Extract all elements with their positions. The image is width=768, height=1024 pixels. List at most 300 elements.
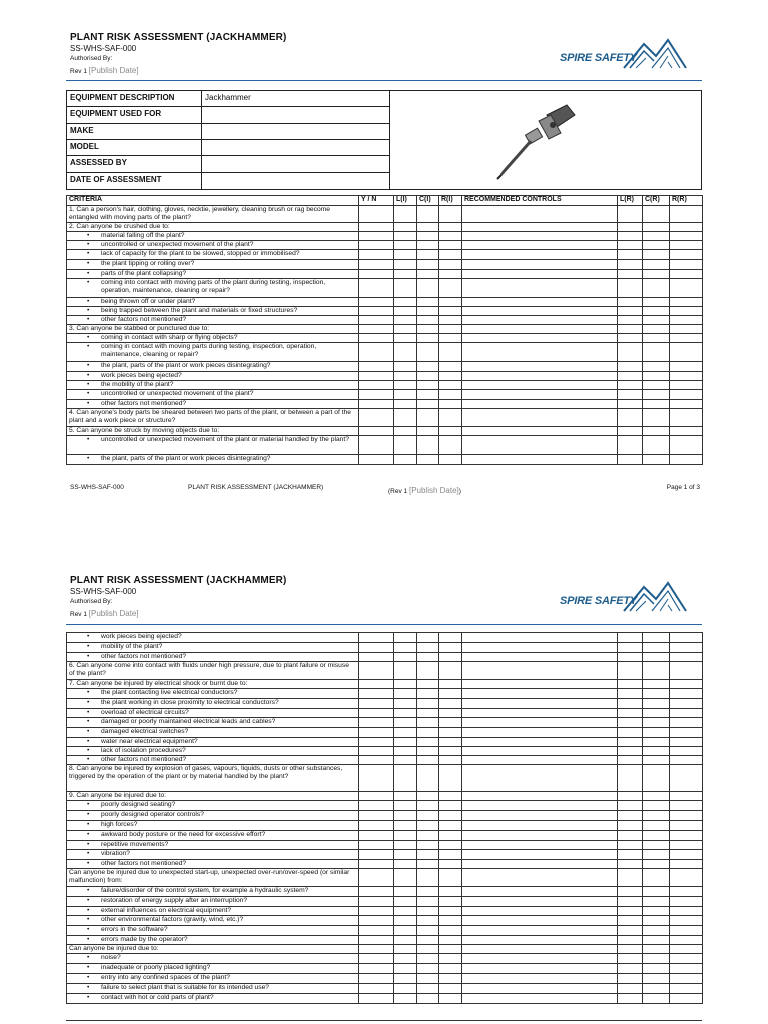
entry-cell[interactable] (417, 223, 439, 232)
entry-cell[interactable] (618, 984, 643, 994)
entry-cell[interactable] (417, 821, 439, 831)
entry-cell[interactable] (439, 372, 462, 381)
entry-cell[interactable] (643, 436, 670, 455)
entry-cell[interactable] (643, 223, 670, 232)
entry-cell[interactable] (462, 936, 618, 945)
entry-cell[interactable] (439, 390, 462, 400)
entry-cell[interactable] (670, 954, 703, 964)
entry-cell[interactable] (439, 436, 462, 455)
entry-cell[interactable] (618, 316, 643, 325)
entry-cell[interactable] (417, 334, 439, 343)
entry-cell[interactable] (417, 241, 439, 250)
entry-cell[interactable] (643, 756, 670, 765)
entry-cell[interactable] (643, 792, 670, 801)
entry-cell[interactable] (439, 728, 462, 738)
entry-cell[interactable] (670, 653, 703, 662)
entry-cell[interactable] (618, 455, 643, 465)
entry-cell[interactable] (670, 821, 703, 831)
entry-cell[interactable] (670, 860, 703, 869)
entry-cell[interactable] (618, 633, 643, 643)
entry-cell[interactable] (670, 850, 703, 860)
entry-cell[interactable] (394, 954, 417, 964)
entry-cell[interactable] (618, 427, 643, 436)
entry-cell[interactable] (618, 680, 643, 689)
entry-cell[interactable] (670, 316, 703, 325)
entry-cell[interactable] (618, 916, 643, 926)
entry-cell[interactable] (618, 409, 643, 427)
entry-cell[interactable] (417, 633, 439, 643)
entry-cell[interactable] (359, 926, 394, 936)
entry-cell[interactable] (670, 907, 703, 916)
entry-cell[interactable] (417, 792, 439, 801)
entry-cell[interactable] (394, 907, 417, 916)
entry-cell[interactable] (618, 372, 643, 381)
entry-cell[interactable] (670, 869, 703, 887)
entry-cell[interactable] (417, 954, 439, 964)
entry-cell[interactable] (359, 897, 394, 907)
entry-cell[interactable] (394, 633, 417, 643)
entry-cell[interactable] (643, 821, 670, 831)
entry-cell[interactable] (462, 964, 618, 974)
entry-cell[interactable] (462, 869, 618, 887)
entry-cell[interactable] (670, 916, 703, 926)
entry-cell[interactable] (643, 831, 670, 841)
entry-cell[interactable] (618, 709, 643, 718)
entry-cell[interactable] (417, 680, 439, 689)
entry-cell[interactable] (417, 936, 439, 945)
entry-cell[interactable] (417, 756, 439, 765)
entry-cell[interactable] (643, 916, 670, 926)
entry-cell[interactable] (359, 400, 394, 409)
entry-cell[interactable] (359, 792, 394, 801)
entry-cell[interactable] (618, 270, 643, 279)
entry-cell[interactable] (439, 811, 462, 821)
entry-cell[interactable] (462, 662, 618, 680)
entry-cell[interactable] (670, 409, 703, 427)
entry-cell[interactable] (462, 232, 618, 241)
entry-cell[interactable] (439, 747, 462, 756)
entry-cell[interactable] (439, 841, 462, 850)
entry-cell[interactable] (643, 954, 670, 964)
entry-cell[interactable] (394, 662, 417, 680)
entry-cell[interactable] (670, 811, 703, 821)
entry-cell[interactable] (670, 926, 703, 936)
entry-cell[interactable] (643, 316, 670, 325)
entry-cell[interactable] (417, 390, 439, 400)
entry-cell[interactable] (643, 298, 670, 307)
entry-cell[interactable] (643, 307, 670, 316)
entry-cell[interactable] (417, 362, 439, 372)
entry-cell[interactable] (618, 325, 643, 334)
entry-cell[interactable] (670, 747, 703, 756)
entry-cell[interactable] (439, 954, 462, 964)
entry-cell[interactable] (643, 409, 670, 427)
entry-cell[interactable] (462, 362, 618, 372)
entry-cell[interactable] (417, 850, 439, 860)
entry-cell[interactable] (417, 279, 439, 298)
entry-cell[interactable] (643, 334, 670, 343)
entry-cell[interactable] (462, 307, 618, 316)
entry-cell[interactable] (643, 455, 670, 465)
entry-cell[interactable] (670, 362, 703, 372)
entry-cell[interactable] (359, 390, 394, 400)
entry-cell[interactable] (394, 916, 417, 926)
entry-cell[interactable] (394, 390, 417, 400)
entry-cell[interactable] (462, 954, 618, 964)
entry-cell[interactable] (359, 718, 394, 728)
entry-cell[interactable] (618, 232, 643, 241)
entry-cell[interactable] (462, 747, 618, 756)
entry-cell[interactable] (439, 709, 462, 718)
entry-cell[interactable] (670, 728, 703, 738)
entry-cell[interactable] (643, 643, 670, 653)
entry-cell[interactable] (462, 765, 618, 792)
entry-cell[interactable] (359, 709, 394, 718)
entry-cell[interactable] (417, 409, 439, 427)
entry-cell[interactable] (462, 427, 618, 436)
entry-cell[interactable] (618, 811, 643, 821)
entry-cell[interactable] (359, 738, 394, 747)
entry-cell[interactable] (394, 699, 417, 709)
entry-cell[interactable] (462, 206, 618, 223)
entry-cell[interactable] (439, 316, 462, 325)
entry-cell[interactable] (618, 643, 643, 653)
entry-cell[interactable] (439, 298, 462, 307)
entry-cell[interactable] (359, 279, 394, 298)
entry-cell[interactable] (462, 334, 618, 343)
entry-cell[interactable] (462, 643, 618, 653)
entry-cell[interactable] (417, 728, 439, 738)
entry-cell[interactable] (462, 250, 618, 260)
entry-cell[interactable] (462, 738, 618, 747)
entry-cell[interactable] (394, 869, 417, 887)
entry-cell[interactable] (670, 270, 703, 279)
entry-cell[interactable] (394, 887, 417, 897)
entry-cell[interactable] (359, 984, 394, 994)
entry-cell[interactable] (618, 260, 643, 270)
entry-cell[interactable] (417, 206, 439, 223)
entry-cell[interactable] (462, 316, 618, 325)
entry-cell[interactable] (439, 964, 462, 974)
entry-cell[interactable] (462, 223, 618, 232)
entry-cell[interactable] (394, 747, 417, 756)
entry-cell[interactable] (394, 850, 417, 860)
entry-cell[interactable] (439, 680, 462, 689)
entry-cell[interactable] (439, 926, 462, 936)
entry-cell[interactable] (670, 699, 703, 709)
entry-cell[interactable] (618, 974, 643, 984)
entry-cell[interactable] (417, 709, 439, 718)
entry-cell[interactable] (359, 728, 394, 738)
entry-cell[interactable] (670, 307, 703, 316)
entry-cell[interactable] (394, 926, 417, 936)
entry-cell[interactable] (618, 728, 643, 738)
entry-cell[interactable] (462, 260, 618, 270)
entry-cell[interactable] (643, 232, 670, 241)
entry-cell[interactable] (394, 325, 417, 334)
entry-cell[interactable] (618, 718, 643, 728)
entry-cell[interactable] (462, 841, 618, 850)
entry-cell[interactable] (439, 343, 462, 362)
entry-cell[interactable] (670, 381, 703, 390)
entry-cell[interactable] (439, 718, 462, 728)
entry-cell[interactable] (417, 260, 439, 270)
entry-cell[interactable] (359, 916, 394, 926)
entry-cell[interactable] (359, 223, 394, 232)
entry-cell[interactable] (394, 984, 417, 994)
entry-cell[interactable] (670, 897, 703, 907)
entry-cell[interactable] (417, 984, 439, 994)
entry-cell[interactable] (643, 653, 670, 662)
entry-cell[interactable] (643, 279, 670, 298)
entry-cell[interactable] (417, 860, 439, 869)
entry-cell[interactable] (394, 260, 417, 270)
entry-cell[interactable] (643, 907, 670, 916)
entry-cell[interactable] (462, 409, 618, 427)
entry-cell[interactable] (417, 653, 439, 662)
entry-cell[interactable] (618, 821, 643, 831)
entry-cell[interactable] (618, 206, 643, 223)
entry-cell[interactable] (359, 260, 394, 270)
entry-cell[interactable] (462, 907, 618, 916)
entry-cell[interactable] (643, 241, 670, 250)
entry-cell[interactable] (394, 436, 417, 455)
entry-cell[interactable] (417, 372, 439, 381)
entry-cell[interactable] (417, 897, 439, 907)
entry-cell[interactable] (670, 400, 703, 409)
entry-cell[interactable] (643, 260, 670, 270)
entry-cell[interactable] (462, 699, 618, 709)
entry-cell[interactable] (643, 811, 670, 821)
entry-cell[interactable] (417, 436, 439, 455)
entry-cell[interactable] (643, 689, 670, 699)
entry-cell[interactable] (417, 643, 439, 653)
entry-cell[interactable] (439, 662, 462, 680)
entry-cell[interactable] (439, 241, 462, 250)
entry-cell[interactable] (670, 279, 703, 298)
entry-cell[interactable] (618, 765, 643, 792)
entry-cell[interactable] (462, 381, 618, 390)
entry-cell[interactable] (359, 643, 394, 653)
entry-cell[interactable] (394, 298, 417, 307)
entry-cell[interactable] (643, 801, 670, 811)
entry-cell[interactable] (462, 270, 618, 279)
entry-cell[interactable] (394, 232, 417, 241)
entry-cell[interactable] (670, 974, 703, 984)
entry-cell[interactable] (417, 343, 439, 362)
entry-cell[interactable] (394, 223, 417, 232)
entry-cell[interactable] (462, 455, 618, 465)
entry-cell[interactable] (417, 907, 439, 916)
entry-cell[interactable] (417, 916, 439, 926)
entry-cell[interactable] (394, 409, 417, 427)
entry-cell[interactable] (394, 756, 417, 765)
entry-cell[interactable] (462, 850, 618, 860)
entry-cell[interactable] (462, 821, 618, 831)
entry-cell[interactable] (394, 821, 417, 831)
entry-cell[interactable] (417, 831, 439, 841)
entry-cell[interactable] (462, 945, 618, 954)
entry-cell[interactable] (439, 455, 462, 465)
entry-cell[interactable] (417, 718, 439, 728)
entry-cell[interactable] (417, 974, 439, 984)
entry-cell[interactable] (359, 936, 394, 945)
entry-cell[interactable] (394, 974, 417, 984)
entry-cell[interactable] (618, 936, 643, 945)
entry-cell[interactable] (439, 936, 462, 945)
entry-cell[interactable] (417, 945, 439, 954)
entry-cell[interactable] (417, 926, 439, 936)
entry-cell[interactable] (462, 400, 618, 409)
entry-cell[interactable] (359, 298, 394, 307)
entry-cell[interactable] (439, 869, 462, 887)
entry-cell[interactable] (618, 279, 643, 298)
entry-cell[interactable] (394, 307, 417, 316)
entry-cell[interactable] (670, 831, 703, 841)
entry-cell[interactable] (670, 206, 703, 223)
entry-cell[interactable] (417, 887, 439, 897)
entry-cell[interactable] (618, 381, 643, 390)
entry-cell[interactable] (643, 325, 670, 334)
entry-cell[interactable] (670, 689, 703, 699)
entry-cell[interactable] (394, 206, 417, 223)
entry-cell[interactable] (359, 270, 394, 279)
entry-cell[interactable] (417, 811, 439, 821)
entry-cell[interactable] (462, 680, 618, 689)
entry-cell[interactable] (670, 801, 703, 811)
entry-cell[interactable] (670, 298, 703, 307)
entry-cell[interactable] (359, 250, 394, 260)
entry-cell[interactable] (643, 390, 670, 400)
entry-cell[interactable] (618, 653, 643, 662)
entry-cell[interactable] (643, 974, 670, 984)
entry-cell[interactable] (618, 994, 643, 1004)
entry-cell[interactable] (643, 765, 670, 792)
entry-cell[interactable] (643, 926, 670, 936)
entry-cell[interactable] (618, 390, 643, 400)
entry-cell[interactable] (643, 699, 670, 709)
entry-cell[interactable] (359, 436, 394, 455)
entry-cell[interactable] (439, 860, 462, 869)
entry-cell[interactable] (618, 907, 643, 916)
entry-cell[interactable] (394, 728, 417, 738)
entry-cell[interactable] (394, 792, 417, 801)
entry-cell[interactable] (439, 307, 462, 316)
entry-cell[interactable] (643, 945, 670, 954)
entry-cell[interactable] (359, 689, 394, 699)
entry-cell[interactable] (359, 699, 394, 709)
entry-cell[interactable] (670, 232, 703, 241)
entry-cell[interactable] (618, 831, 643, 841)
entry-cell[interactable] (670, 765, 703, 792)
entry-cell[interactable] (359, 869, 394, 887)
info-value-field[interactable]: Jackhammer (205, 93, 251, 102)
entry-cell[interactable] (643, 633, 670, 643)
entry-cell[interactable] (359, 811, 394, 821)
entry-cell[interactable] (359, 241, 394, 250)
entry-cell[interactable] (439, 381, 462, 390)
entry-cell[interactable] (618, 699, 643, 709)
entry-cell[interactable] (670, 936, 703, 945)
entry-cell[interactable] (618, 307, 643, 316)
entry-cell[interactable] (439, 945, 462, 954)
entry-cell[interactable] (618, 869, 643, 887)
entry-cell[interactable] (643, 887, 670, 897)
entry-cell[interactable] (670, 390, 703, 400)
entry-cell[interactable] (670, 260, 703, 270)
entry-cell[interactable] (643, 738, 670, 747)
entry-cell[interactable] (618, 747, 643, 756)
entry-cell[interactable] (670, 643, 703, 653)
entry-cell[interactable] (643, 984, 670, 994)
entry-cell[interactable] (417, 298, 439, 307)
entry-cell[interactable] (359, 334, 394, 343)
entry-cell[interactable] (417, 400, 439, 409)
entry-cell[interactable] (618, 887, 643, 897)
entry-cell[interactable] (394, 343, 417, 362)
entry-cell[interactable] (670, 223, 703, 232)
entry-cell[interactable] (359, 362, 394, 372)
entry-cell[interactable] (618, 756, 643, 765)
entry-cell[interactable] (394, 738, 417, 747)
entry-cell[interactable] (359, 801, 394, 811)
entry-cell[interactable] (643, 728, 670, 738)
entry-cell[interactable] (359, 653, 394, 662)
entry-cell[interactable] (394, 709, 417, 718)
entry-cell[interactable] (359, 887, 394, 897)
entry-cell[interactable] (439, 850, 462, 860)
entry-cell[interactable] (670, 241, 703, 250)
entry-cell[interactable] (394, 653, 417, 662)
entry-cell[interactable] (618, 860, 643, 869)
entry-cell[interactable] (462, 689, 618, 699)
entry-cell[interactable] (643, 250, 670, 260)
entry-cell[interactable] (439, 916, 462, 926)
entry-cell[interactable] (417, 841, 439, 850)
entry-cell[interactable] (462, 756, 618, 765)
entry-cell[interactable] (439, 756, 462, 765)
entry-cell[interactable] (417, 662, 439, 680)
entry-cell[interactable] (462, 926, 618, 936)
entry-cell[interactable] (618, 334, 643, 343)
entry-cell[interactable] (462, 811, 618, 821)
entry-cell[interactable] (359, 850, 394, 860)
entry-cell[interactable] (643, 427, 670, 436)
entry-cell[interactable] (359, 325, 394, 334)
entry-cell[interactable] (417, 307, 439, 316)
entry-cell[interactable] (462, 718, 618, 728)
entry-cell[interactable] (394, 945, 417, 954)
entry-cell[interactable] (618, 250, 643, 260)
entry-cell[interactable] (417, 270, 439, 279)
entry-cell[interactable] (439, 362, 462, 372)
entry-cell[interactable] (618, 964, 643, 974)
entry-cell[interactable] (439, 633, 462, 643)
entry-cell[interactable] (359, 427, 394, 436)
entry-cell[interactable] (359, 954, 394, 964)
entry-cell[interactable] (359, 680, 394, 689)
entry-cell[interactable] (439, 334, 462, 343)
entry-cell[interactable] (394, 936, 417, 945)
entry-cell[interactable] (439, 223, 462, 232)
entry-cell[interactable] (670, 945, 703, 954)
entry-cell[interactable] (439, 643, 462, 653)
entry-cell[interactable] (394, 427, 417, 436)
entry-cell[interactable] (618, 850, 643, 860)
entry-cell[interactable] (359, 831, 394, 841)
entry-cell[interactable] (462, 728, 618, 738)
entry-cell[interactable] (670, 455, 703, 465)
